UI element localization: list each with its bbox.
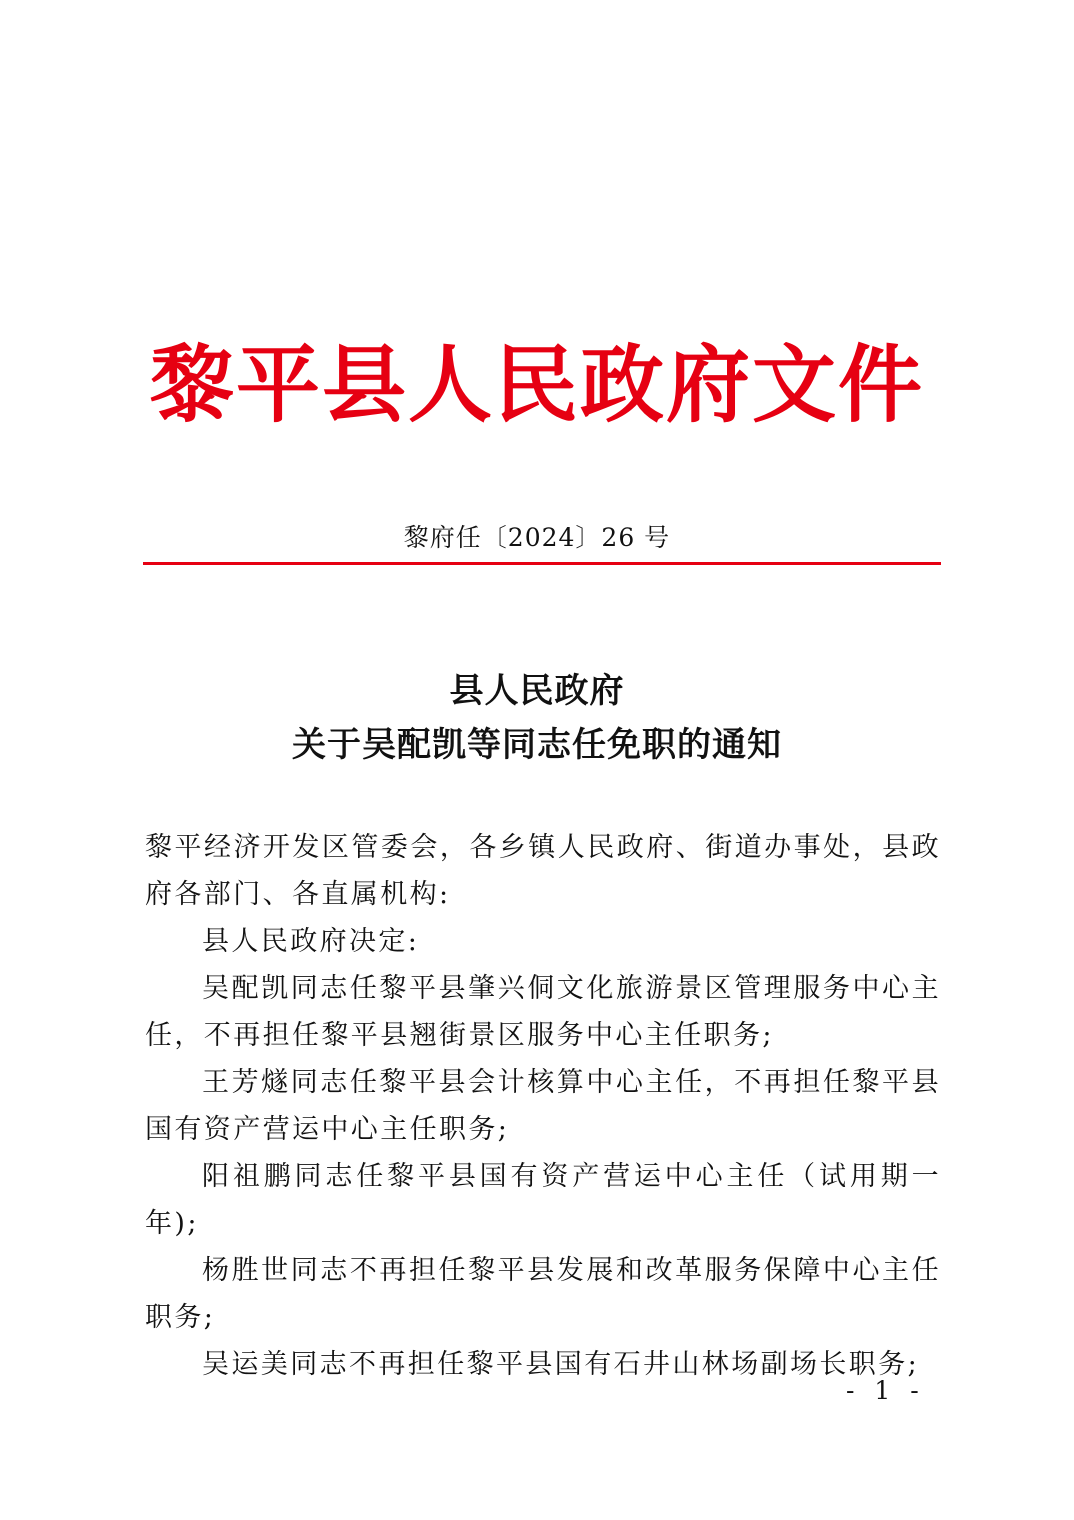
- document-title-line-2: 关于吴配凯等同志任免职的通知: [292, 725, 782, 765]
- red-divider-line: [143, 562, 941, 565]
- document-body: [145, 824, 941, 1388]
- document-masthead: 黎平县人民政府文件: [149, 335, 924, 434]
- page-number: - 1 -: [846, 1376, 925, 1405]
- body-paragraph: 县人民政府决定:: [202, 926, 420, 957]
- document-number: 黎府任〔2024〕26 号: [403, 523, 671, 552]
- addressee: 黎平经济开发区管委会，各乡镇人民政府、街道办事处，县政府各部门、各直属机构:: [145, 832, 941, 910]
- document-title-line-1: 县人民政府: [449, 671, 625, 711]
- body-paragraph: 吴配凯同志任黎平县肇兴侗文化旅游景区管理服务中心主任，不再担任黎平县翘街景区服务中心主任职务;: [145, 973, 941, 1051]
- body-paragraph: 王芳燧同志任黎平县会计核算中心主任，不再担任黎平县国有资产营运中心主任职务;: [145, 1067, 941, 1145]
- body-paragraph: 杨胜世同志不再担任黎平县发展和改革服务保障中心主任职务;: [145, 1255, 941, 1333]
- body-paragraph: 阳祖鹏同志任黎平县国有资产营运中心主任（试用期一年);: [145, 1161, 941, 1239]
- body-paragraph: 吴运美同志不再担任黎平县国有石井山林场副场长职务;: [202, 1349, 920, 1380]
